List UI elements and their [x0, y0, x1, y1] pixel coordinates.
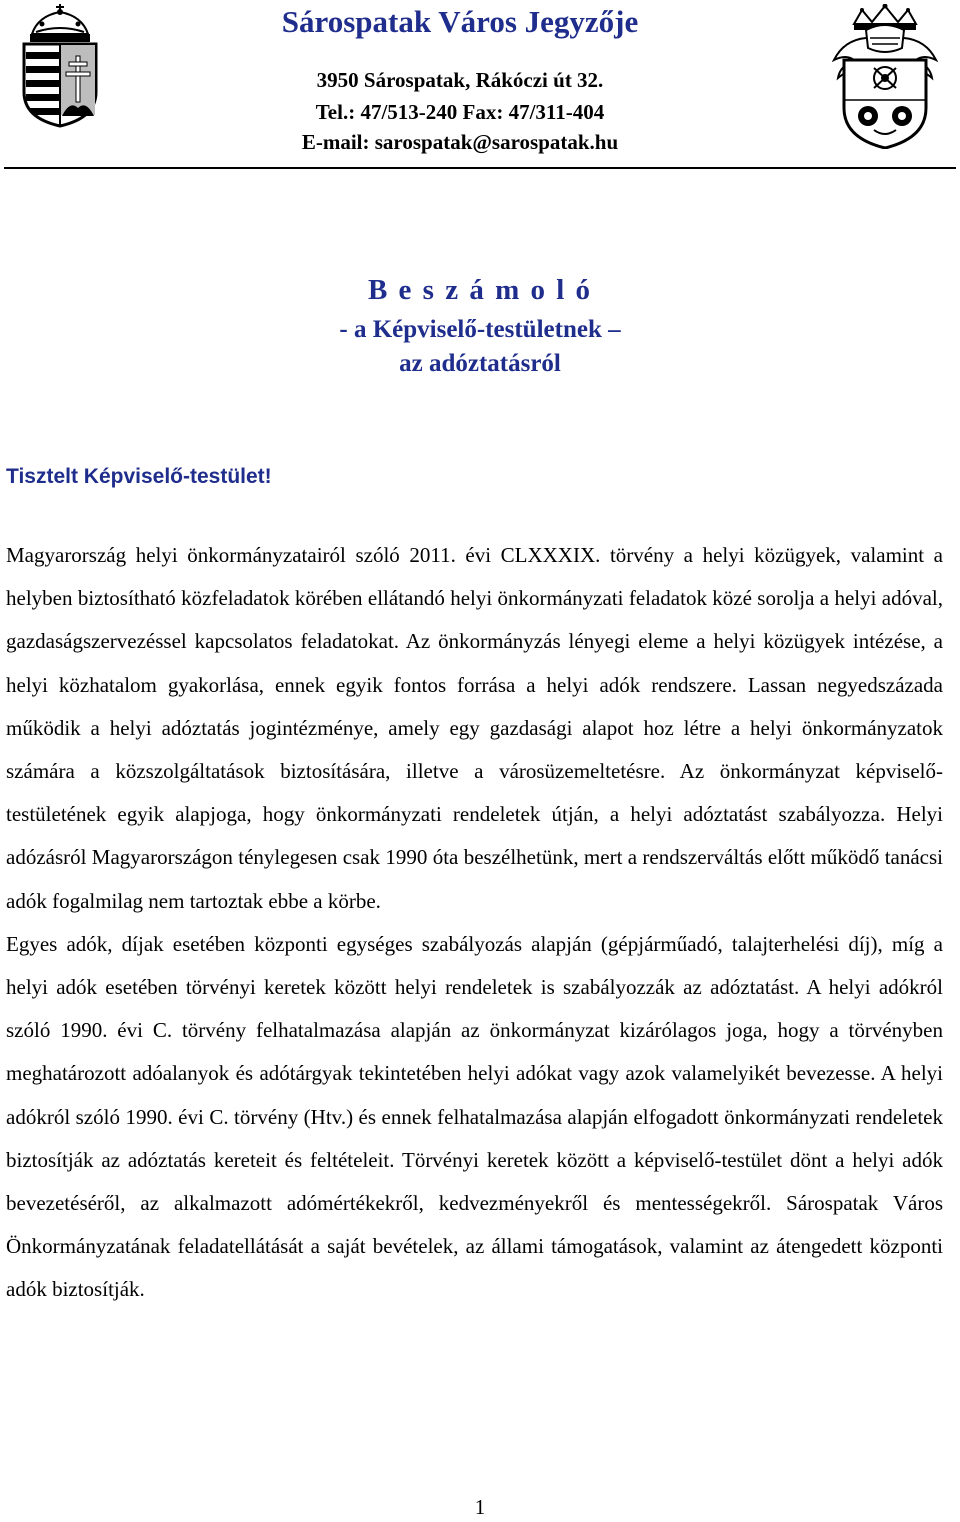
header-divider	[4, 167, 956, 169]
page-number: 1	[474, 1495, 486, 1519]
greeting: Tisztelt Képviselő-testület!	[6, 465, 272, 488]
sarospatak-town-crest-icon	[824, 4, 946, 149]
document-title: B e s z á m o l ó	[367, 274, 593, 306]
body-text	[6, 534, 943, 1312]
document-subtitle-2: az adóztatásról	[399, 350, 561, 377]
org-title: Sárospatak Város Jegyzője	[281, 4, 639, 39]
email-line: E-mail: sarospatak@sarospatak.hu	[301, 130, 619, 154]
phone-fax-line: Tel.: 47/513-240 Fax: 47/311-404	[315, 100, 605, 124]
document-subtitle: - a Képviselő-testületnek –	[339, 316, 621, 343]
address-line: 3950 Sárospatak, Rákóczi út 32.	[316, 68, 604, 92]
paragraph: Egyes adók, díjak esetében központi egységes szabályozás alapján (gépjárműadó, talajterhelési díj), míg a helyi adók esetében törvényi keretek között helyi rendeletek is szabályozzák az adóztatást. A helyi adókról szóló 1990. évi C. törvény felhatalmazása alapján az önkormányzat kizárólagos joga, hogy a törvényben meghatározott adóalanyok és adótárgyak tekintetében helyi adókat vagy azok valamelyikét bevezesse. A helyi adókról szóló 1990. évi C. törvény (Htv.) és ennek felhatalmazása alapján elfogadott önkormányzati rendeletek biztosítják az adóztatás kereteit és feltételeit. Törvényi keretek között a képviselő-testület dönt a helyi adók bevezetéséről, az alkalmazott adómértékekről, kedvezményekről és mentességekről. Sárospatak Város Önkormányzatának feladatellátását a saját bevételek, az állami támogatások, valamint az átengedett központi adók biztosítják.	[6, 931, 943, 1302]
hungarian-coat-of-arms-icon	[18, 4, 102, 128]
paragraph: Magyarország helyi önkormányzatairól szóló 2011. évi CLXXXIX. törvény a helyi közügyek, valamint a helyben biztosítható közfeladatok körében ellátandó helyi önkormányzati feladatok közé sorolja a helyi adóval, gazdaságszervezéssel kapcsolatos feladatokat. Az önkormányzás lényegi eleme a helyi közügyek intézése, a helyi közhatalom gyakorlása, ennek egyik fontos forrása a helyi adók rendszere. Lassan negyedszázada működik a helyi adóztatás jogintézménye, amely egy gazdasági alapot hoz létre a helyi önkormányzatok számára a közszolgáltatások biztosítására, illetve a városüzemeltetésre. Az önkormányzat képviselő-testületének egyik alapjoga, hogy önkormányzati rendeletek útján, a helyi adóztatást szabályozza. Helyi adózásról Magyarországon ténylegesen csak 1990 óta beszélhetünk, mert a rendszerváltás előtt működő tanácsi adók fogalmilag nem tartoztak ebbe a körbe.	[6, 543, 943, 913]
